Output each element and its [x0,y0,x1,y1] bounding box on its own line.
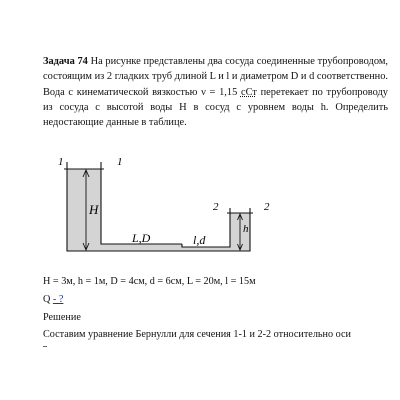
solution-heading: Решение [43,312,81,323]
section-1-left: 1 [58,156,64,168]
section-1-right: 1 [117,156,123,168]
problem-statement [43,54,388,130]
pipe-narrow-water [182,247,230,251]
vessels-diagram [50,152,290,270]
text-cursor [43,346,47,347]
problem-text-end: перетекает по трубопроводу из сосуда с высотой воды H в сосуд с уровнем воды h. Определить недостающие данные в таблице. [43,86,388,129]
height-big-label: H [89,202,99,217]
section-2-right: 2 [264,201,270,213]
answer-value: - ? [52,294,64,305]
viscosity-unit: сСт [240,86,257,98]
pipe-narrow-label: l,d [193,233,206,247]
problem-text: На рисунке представлены два сосуда соединенные трубопроводом, состоящим из 2 гладких труб длиной L и l и диаметром D и d соответственно. Вода с кинематической вязкостью ν = 1,15 [43,56,388,98]
pipe-wide-label: L,D [132,231,151,245]
height-small-label: h [243,223,249,235]
answer-line [43,294,63,305]
problem-paragraph [43,54,388,130]
solution-text: Составим уравнение Бернулли для сечения 1-1 и 2-2 относительно оси [43,329,351,340]
given-parameters: H = 3м, h = 1м, D = 4см, d = 6см, L = 20м, l = 15м [43,276,256,287]
answer-label: Q [43,294,53,305]
problem-label: Задача 74 [43,56,88,67]
pipe-wide-water [101,244,182,251]
section-2-left: 2 [213,201,219,213]
